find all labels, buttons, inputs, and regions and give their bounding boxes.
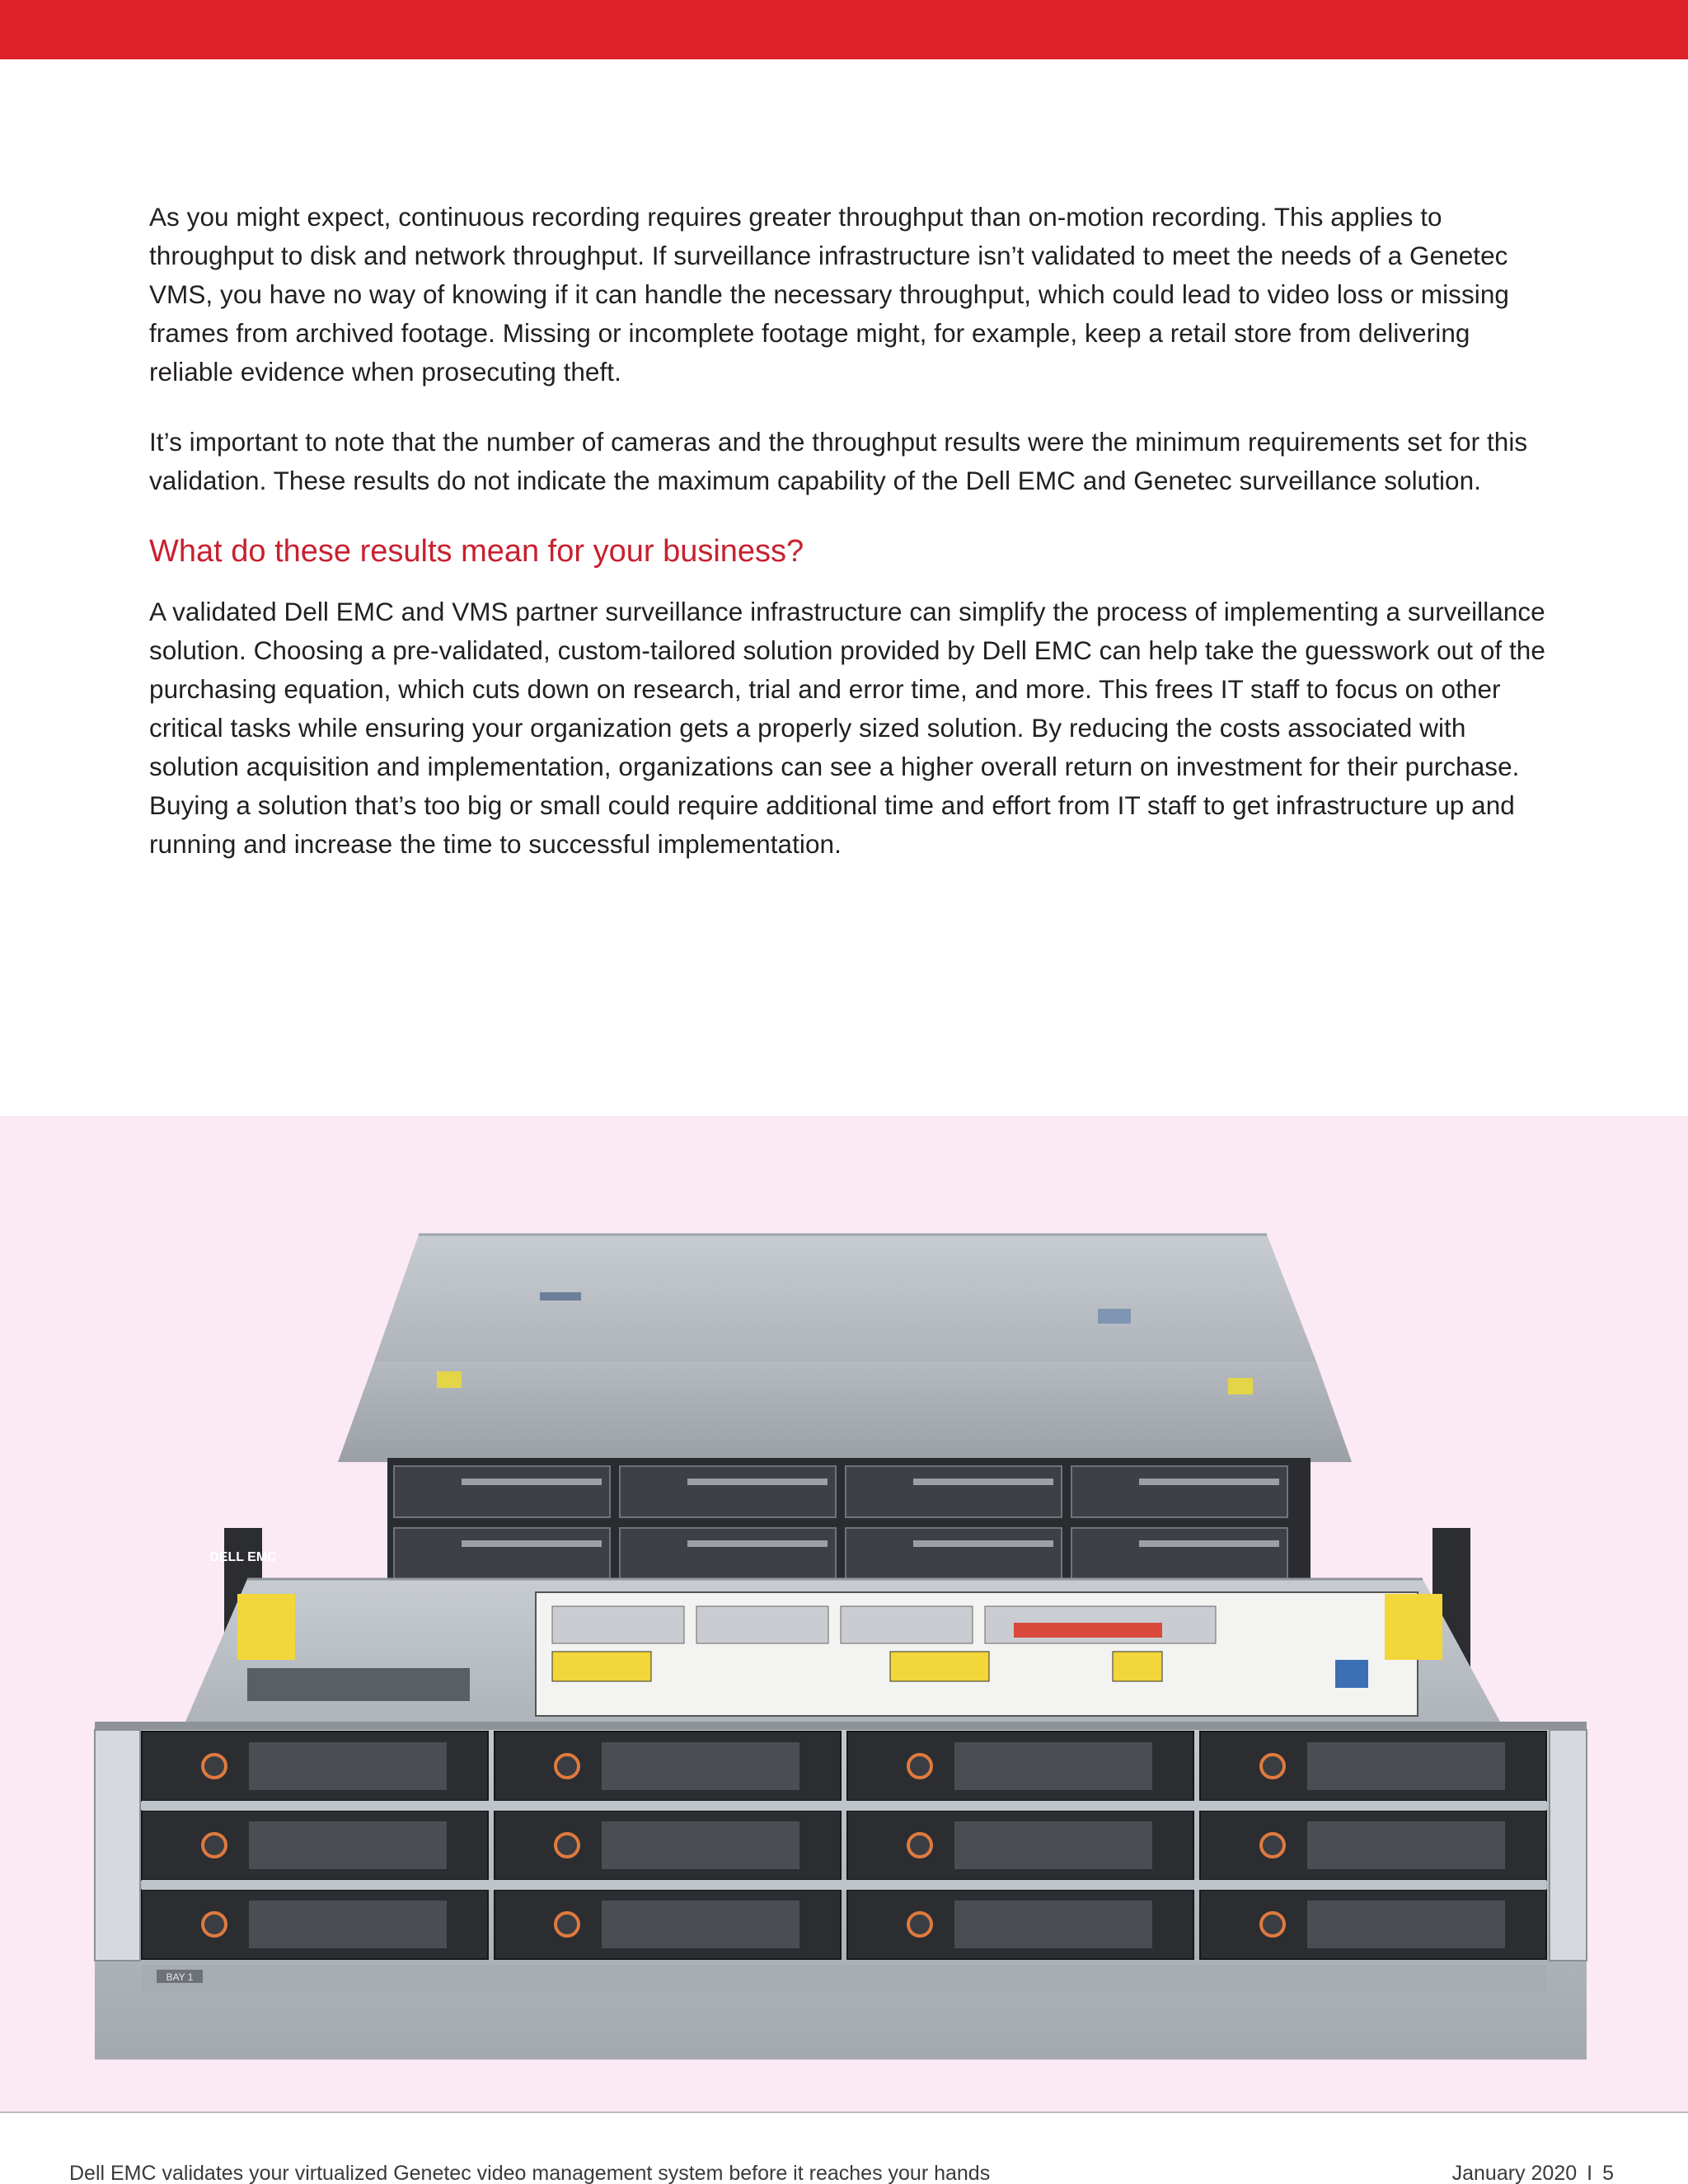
- bay-label: BAY 1: [166, 1971, 194, 1983]
- body-paragraph-2: It’s important to note that the number of cameras and the throughput results were the minimum requirements set for this validation. These results do not indicate the maximum capability of the Dell EMC and Genetec surveillance solution.: [149, 427, 1528, 495]
- rear-logo: DELL EMC: [209, 1550, 277, 1564]
- server-illustration: [0, 1116, 1688, 2111]
- footer-page-info: [1452, 2161, 1614, 2184]
- server-photo: [0, 1116, 1688, 2111]
- section-heading: What do these results mean for your business?: [149, 534, 804, 569]
- footer-document-title: Dell EMC validates your virtualized Genetec video management system before it reaches your hands: [69, 2162, 991, 2184]
- footer-divider: [0, 2111, 1688, 2113]
- body-paragraph-1: As you might expect, continuous recording requires greater throughput than on-motion recording. This applies to throughput to disk and network throughput. If surveillance infrastructure isn’t validated to meet the needs of a Genetec VMS, you have no way of knowing if it can handle the necessary throughput, which could lead to video loss or missing frames from archived footage. Missing or incomplete footage might, for example, keep a retail store from delivering reliable evidence when prosecuting theft.: [149, 202, 1509, 387]
- footer-date: January 2020: [1451, 2162, 1578, 2184]
- rear-unit-front: [338, 1361, 1352, 1462]
- main-content: [149, 198, 1550, 895]
- footer-separator: I: [1587, 2162, 1593, 2184]
- page-number: 5: [1602, 2162, 1614, 2184]
- body-paragraph-3: A validated Dell EMC and VMS partner surveillance infrastructure can simplify the process of implementing a surveillance solution. Choosing a pre-validated, custom-tailored solution provided by Dell EMC can help take the guesswork out of the purchasing equation, which cuts down on research, trial and error time, and more. This frees IT staff to focus on other critical tasks while ensuring your organization gets a properly sized solution. By reducing the costs associated with solution acquisition and implementation, organizations can see a higher overall return on investment for their purchase. Buying a solution that’s too big or small could require additional time and effort from IT staff to get infrastructure up and running and increase the time to successful implementation.: [149, 597, 1545, 859]
- rear-unit-lid: [374, 1235, 1316, 1361]
- top-accent-bar: [0, 0, 1688, 59]
